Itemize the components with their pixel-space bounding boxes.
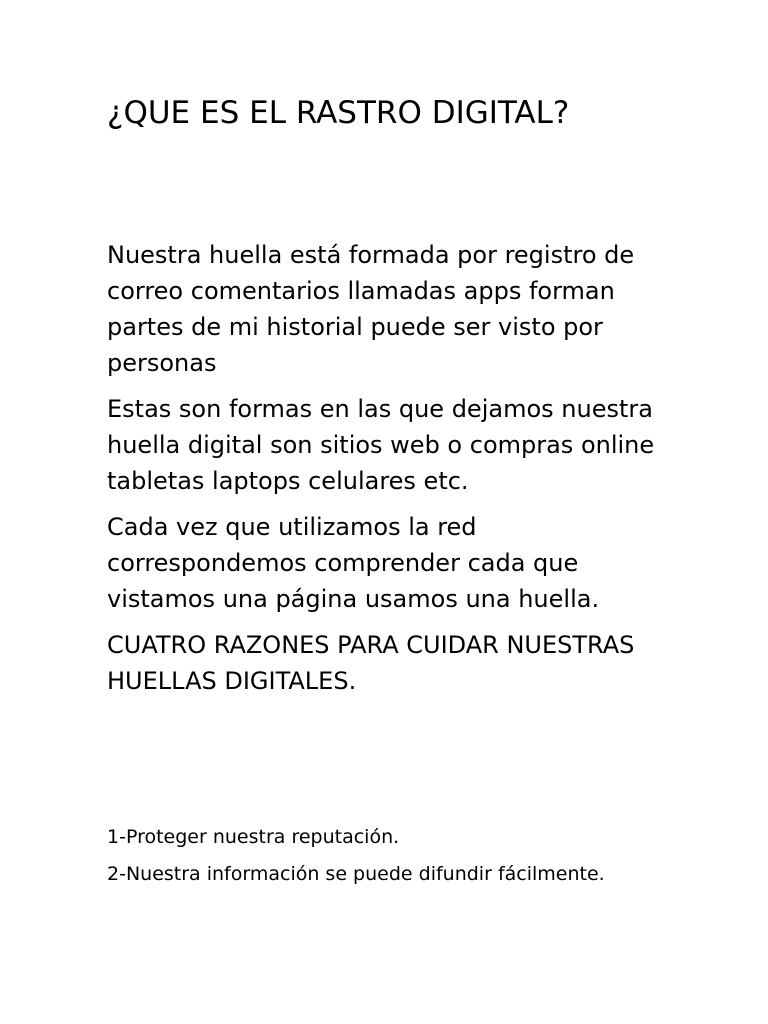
section-heading: CUATRO RAZONES PARA CUIDAR NUESTRAS HUELLAS DIGITALES.	[107, 631, 635, 695]
list-item: 2-Nuestra información se puede difundir fácilmente.	[107, 863, 605, 885]
paragraph: Nuestra huella está formada por registro de correo comentarios llamadas apps forman partes de mi historial puede ser visto por personas	[107, 241, 635, 377]
reasons-list	[107, 823, 667, 897]
list-item: 1-Proteger nuestra reputación.	[107, 826, 400, 848]
body-text	[107, 237, 667, 709]
paragraph: Estas son formas en las que dejamos nuestra huella digital son sitios web o compras online tabletas laptops celulares etc.	[107, 395, 655, 495]
paragraph: Cada vez que utilizamos la red correspondemos comprender cada que vistamos una página usamos una huella.	[107, 513, 600, 613]
page-title: ¿QUE ES EL RASTRO DIGITAL?	[107, 95, 570, 131]
